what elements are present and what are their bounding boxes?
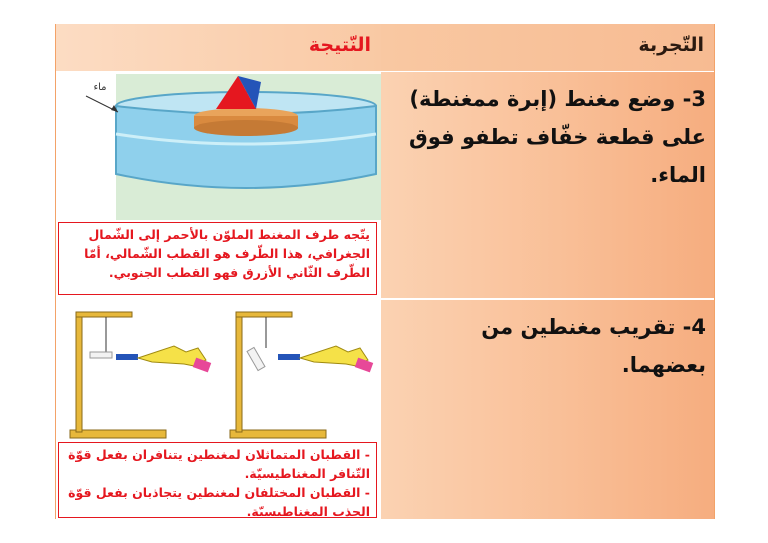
row2-experiment-text: 4- تقريب مغنطين من بعضهما. <box>481 315 706 377</box>
experiment-table <box>55 24 715 519</box>
floating-needle-illustration <box>56 74 381 220</box>
row2-result-box <box>58 442 377 518</box>
header-experiment-cell <box>381 24 714 71</box>
row1-result-text: يتّجه طرف المغنط الملوّن بالأحمر إلى الشّمال الجغرافي، هذا الطّرف هو القطب الشّمالي، أمّا الطّرف الثّاني الأزرق فهو القطب الجنوبي. <box>84 227 370 280</box>
row2-result-line-2: - القطبان المختلفان لمغنطين يتجاذبان بفعل قوّة الجذب المغناطيسيّة. <box>68 485 370 519</box>
header-result-cell <box>56 24 381 71</box>
row1-result-cell <box>56 72 381 298</box>
row2-experiment-cell <box>381 300 714 519</box>
header-experiment: التّجربة <box>638 34 704 56</box>
header-result: النّتيجة <box>308 34 371 56</box>
row2-result-cell <box>56 300 381 519</box>
row1-experiment-cell <box>381 72 714 298</box>
row1-experiment-text: 3- وضع مغنط (إبرة ممغنطة) على قطعة خفّاف تطفو فوق الماء. <box>408 87 706 187</box>
two-magnets-illustration <box>56 302 381 440</box>
row1-result-box <box>58 222 377 295</box>
row2-result-line-1: - القطبان المتماثلان لمغنطين يتنافران بفعل قوّة التّنافر المغناطيسيّة. <box>68 447 370 481</box>
water-label: ماء <box>93 82 107 93</box>
